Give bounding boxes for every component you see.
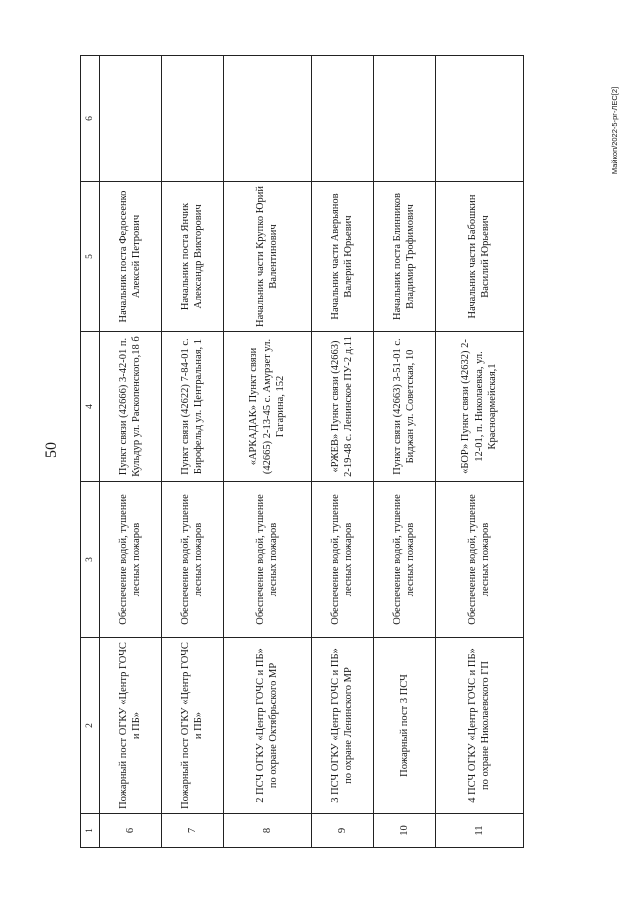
head-cell: Начальник части Крупко Юрий Валентинович <box>223 182 311 332</box>
row-number-cell: 9 <box>311 814 373 848</box>
contact-cell: Пункт связи (42663) 3-51-01 с. Биджан ул. Советская, 10 <box>373 332 435 482</box>
column-number-header: 4 <box>81 332 100 482</box>
task-cell: Обеспечение водой, тушение лесных пожаров <box>100 482 162 638</box>
contact-cell: Пункт связи (42666) 3-42-01 п. Кульдур ул. Раскопенского,18 б <box>100 332 162 482</box>
unit-cell: 4 ПСЧ ОГКУ «Центр ГОЧС и ПБ» по охране Николаевского ГП <box>435 638 523 814</box>
note-cell <box>373 56 435 182</box>
table-row <box>435 56 523 848</box>
task-cell: Обеспечение водой, тушение лесных пожаров <box>161 482 223 638</box>
row-number-cell: 6 <box>100 814 162 848</box>
task-cell: Обеспечение водой, тушение лесных пожаров <box>223 482 311 638</box>
column-number-header: 2 <box>81 638 100 814</box>
rotated-table-wrapper <box>80 56 524 848</box>
task-cell: Обеспечение водой, тушение лесных пожаров <box>435 482 523 638</box>
table-row <box>373 56 435 848</box>
table-header-row <box>81 56 100 848</box>
file-reference: Майкоп/2022-5-рг-ЛЕС[2] <box>610 86 620 174</box>
contact-cell: «АРКАДАК» Пункт связи (42665) 2-13-45 с. Амурзет ул. Гагарина, 152 <box>223 332 311 482</box>
fire-units-table <box>80 55 524 848</box>
head-cell: Начальник поста Федосеенко Алексей Петрович <box>100 182 162 332</box>
row-number-cell: 11 <box>435 814 523 848</box>
head-cell: Начальник поста Янчик Александр Викторович <box>161 182 223 332</box>
column-number-header: 5 <box>81 182 100 332</box>
note-cell <box>100 56 162 182</box>
row-number-cell: 8 <box>223 814 311 848</box>
note-cell <box>311 56 373 182</box>
column-number-header: 1 <box>81 814 100 848</box>
head-cell: Начальник части Бабошкин Василий Юрьевич <box>435 182 523 332</box>
table-region <box>80 56 524 848</box>
page-number: 50 <box>43 442 60 458</box>
contact-cell: «РЖЕВ» Пункт связи (42663) 2-19-48 с. Ленинское ПУ-2 д.11 <box>311 332 373 482</box>
task-cell: Обеспечение водой, тушение лесных пожаров <box>373 482 435 638</box>
table-row <box>100 56 162 848</box>
table-row <box>161 56 223 848</box>
contact-cell: «БОР» Пункт связи (42632) 2-12-01, п. Николаевка, ул. Красноармейская,1 <box>435 332 523 482</box>
task-cell: Обеспечение водой, тушение лесных пожаров <box>311 482 373 638</box>
table-row <box>311 56 373 848</box>
note-cell <box>435 56 523 182</box>
unit-cell: Пожарный пост ОГКУ «Центр ГОЧС и ПБ» <box>100 638 162 814</box>
head-cell: Начальник поста Блинников Владимир Трофимович <box>373 182 435 332</box>
unit-cell: 2 ПСЧ ОГКУ «Центр ГОЧС и ПБ» по охране Октябрьского МР <box>223 638 311 814</box>
contact-cell: Пункт связи (42622) 7-84-01 с. Бирофельд ул. Центральная, 1 <box>161 332 223 482</box>
unit-cell: Пожарный пост ОГКУ «Центр ГОЧС и ПБ» <box>161 638 223 814</box>
table-row <box>223 56 311 848</box>
row-number-cell: 7 <box>161 814 223 848</box>
row-number-cell: 10 <box>373 814 435 848</box>
note-cell <box>223 56 311 182</box>
note-cell <box>161 56 223 182</box>
column-number-header: 6 <box>81 56 100 182</box>
head-cell: Начальник части Аверьянов Валерий Юрьевич <box>311 182 373 332</box>
unit-cell: Пожарный пост 3 ПСЧ <box>373 638 435 814</box>
column-number-header: 3 <box>81 482 100 638</box>
unit-cell: 3 ПСЧ ОГКУ «Центр ГОЧС и ПБ» по охране Ленинского МР <box>311 638 373 814</box>
